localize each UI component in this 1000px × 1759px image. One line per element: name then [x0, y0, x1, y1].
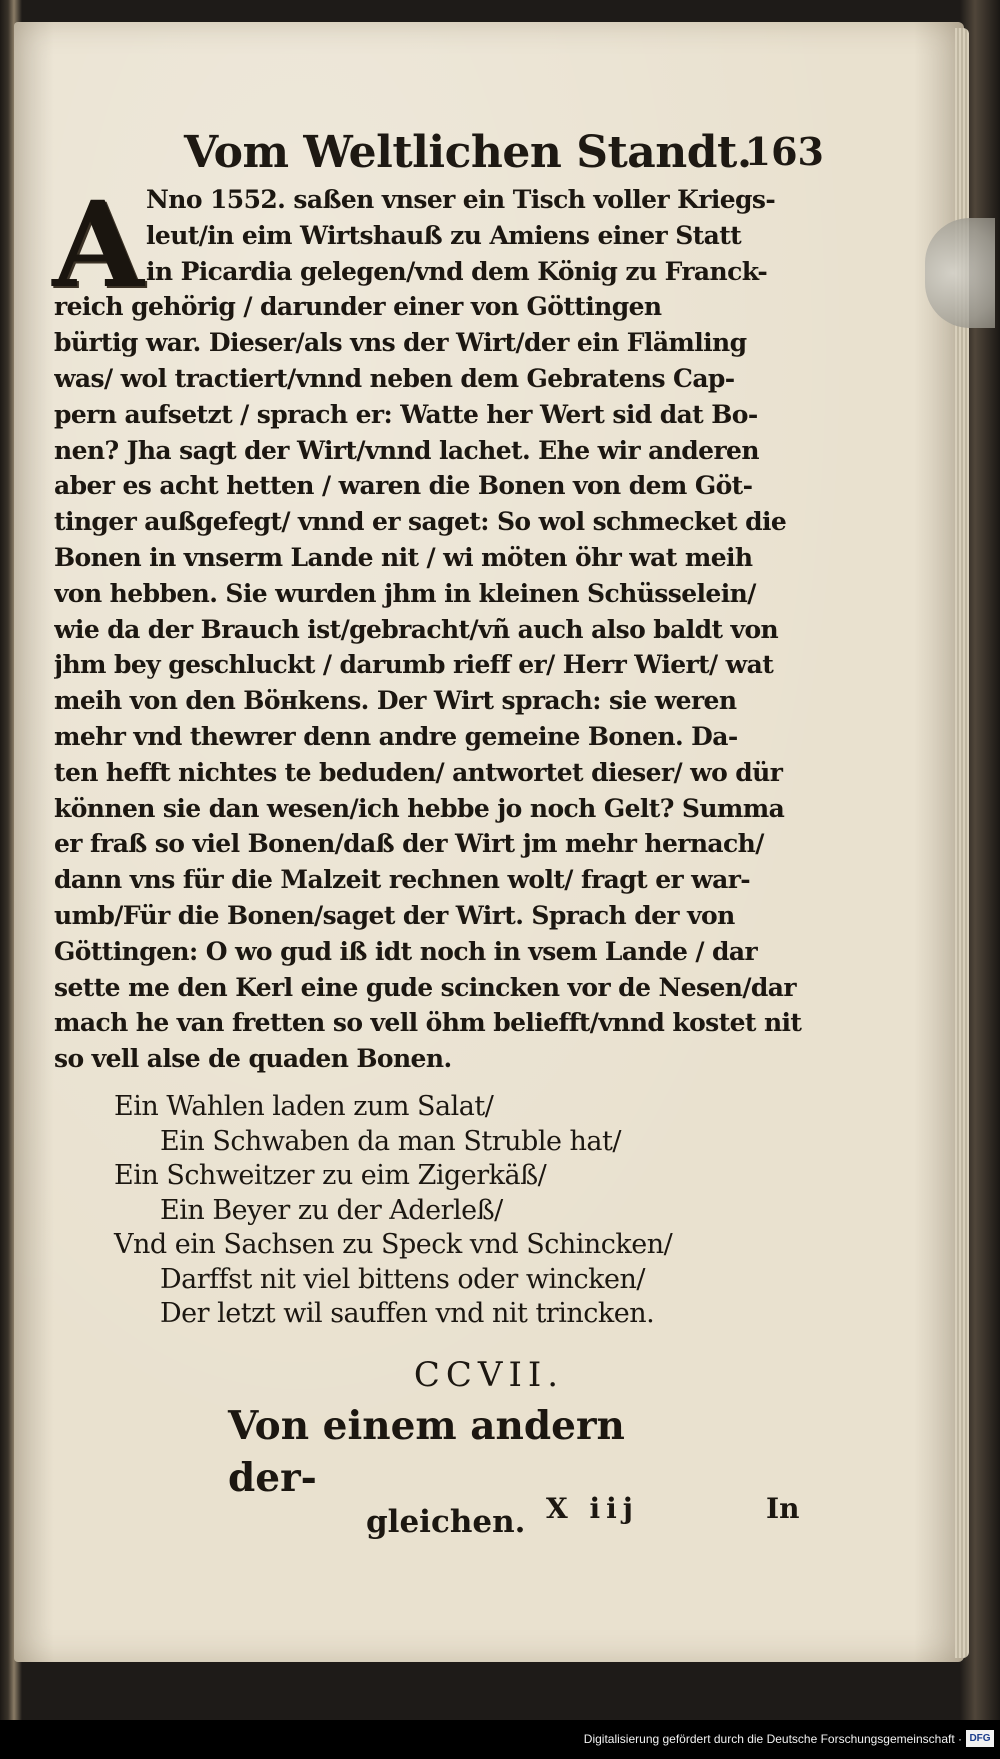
- page-number: 163: [744, 129, 824, 174]
- footer-bar: [0, 1720, 1000, 1759]
- text-line: sette me den Kerl eine gude scincken vor de Nesen/dar: [54, 972, 796, 1002]
- chapter-number: CCVII.: [413, 1355, 565, 1395]
- text-line: dann vns für die Malzeit rechnen wolt/ fragt er war-: [54, 865, 751, 895]
- text-line: wie da der Brauch ist/gebracht/vñ auch also baldt von: [54, 614, 779, 644]
- verse-line: Ein Schwaben da man Struble hat/: [160, 1125, 621, 1157]
- text-line: mach he van fretten so vell öhm beliefft/vnnd kostet nit: [54, 1008, 802, 1038]
- verse-line: Vnd ein Sachsen zu Speck vnd Schincken/: [114, 1229, 673, 1260]
- book-page: [14, 22, 964, 1662]
- chapter-title-line-1: Von einem andern der-: [228, 1403, 625, 1501]
- text-line: tinger außgefegt/ vnnd er saget: So wol schmecket die: [54, 507, 787, 537]
- text-line: was/ wol tractiert/vnnd neben dem Gebratens Cap-: [54, 363, 735, 393]
- text-line: aber es acht hetten / waren die Bonen von dem Göt-: [54, 471, 753, 501]
- verse-line: Ein Wahlen laden zum Salat/: [114, 1091, 494, 1122]
- page-tab-marker: [925, 218, 995, 328]
- verse-line: Darffst nit viel bittens oder wincken/: [160, 1263, 645, 1295]
- verse-block: [114, 1090, 734, 1332]
- verse-line: Ein Beyer zu der Aderleß/: [160, 1194, 503, 1226]
- credit-text: Digitalisierung gefördert durch die Deutsche Forschungsgemeinschaft ·: [583, 1732, 962, 1746]
- text-line: können sie dan wesen/ich hebbe jo noch Gelt? Summa: [54, 793, 785, 823]
- text-line: Nno 1552. saßen vnser ein Tisch voller Kriegs-: [146, 185, 776, 214]
- verse-line: Ein Schweitzer zu eim Zigerkäß/: [114, 1160, 547, 1191]
- catchword: In: [766, 1492, 800, 1525]
- facing-page-edge: [14, 142, 32, 1292]
- text-line: Bonen in vnserm Lande nit / wi möten öhr wat meih: [54, 542, 753, 572]
- text-line: bürtig war. Dieser/als vns der Wirt/der ein Flämling: [54, 328, 747, 358]
- text-line: ten hefft nichtes te beduden/ antwortet dieser/ wo dür: [54, 757, 783, 787]
- signature-mark: X iij: [546, 1492, 639, 1525]
- page-header: [184, 127, 824, 183]
- drop-cap: A: [52, 175, 144, 314]
- verse-line: Der letzt wil sauffen vnd nit trincken.: [160, 1298, 655, 1329]
- chapter-title-line-2: gleichen.: [366, 1504, 526, 1540]
- dfg-logo: DFG: [966, 1730, 994, 1747]
- text-line: Göttingen: O wo gud iß idt noch in vsem Lande / dar: [54, 936, 758, 966]
- text-line: nen? Jha sagt der Wirt/vnnd lachet. Ehe wir anderen: [54, 435, 759, 465]
- text-line: mehr vnd thewrer denn andre gemeine Bonen. Da-: [54, 721, 738, 751]
- text-line: leut/in eim Wirtshauß zu Amiens einer Statt: [146, 220, 742, 250]
- body-text: [54, 182, 829, 1077]
- text-line: jhm bey geschluckt / darumb rieff er/ Herr Wiert/ wat: [54, 650, 774, 680]
- text-line: umb/Für die Bonen/saget der Wirt. Sprach der von: [54, 900, 735, 930]
- text-line: von hebben. Sie wurden jhm in kleinen Schüsselein/: [54, 578, 756, 608]
- text-line: er fraß so viel Bonen/daß der Wirt jm mehr hernach/: [54, 829, 764, 859]
- text-line: reich gehörig / darunder einer von Göttingen: [54, 292, 662, 322]
- text-line: so vell alse de quaden Bonen.: [54, 1044, 452, 1074]
- text-line: meih von den Böнkens. Der Wirt sprach: sie weren: [54, 686, 737, 716]
- text-line: pern aufsetzt / sprach er: Watte her Wert sid dat Bo-: [54, 399, 758, 429]
- running-head: Vom Weltlichen Standt.: [184, 127, 752, 178]
- text-line: in Picardia gelegen/vnd dem König zu Franck-: [146, 256, 768, 286]
